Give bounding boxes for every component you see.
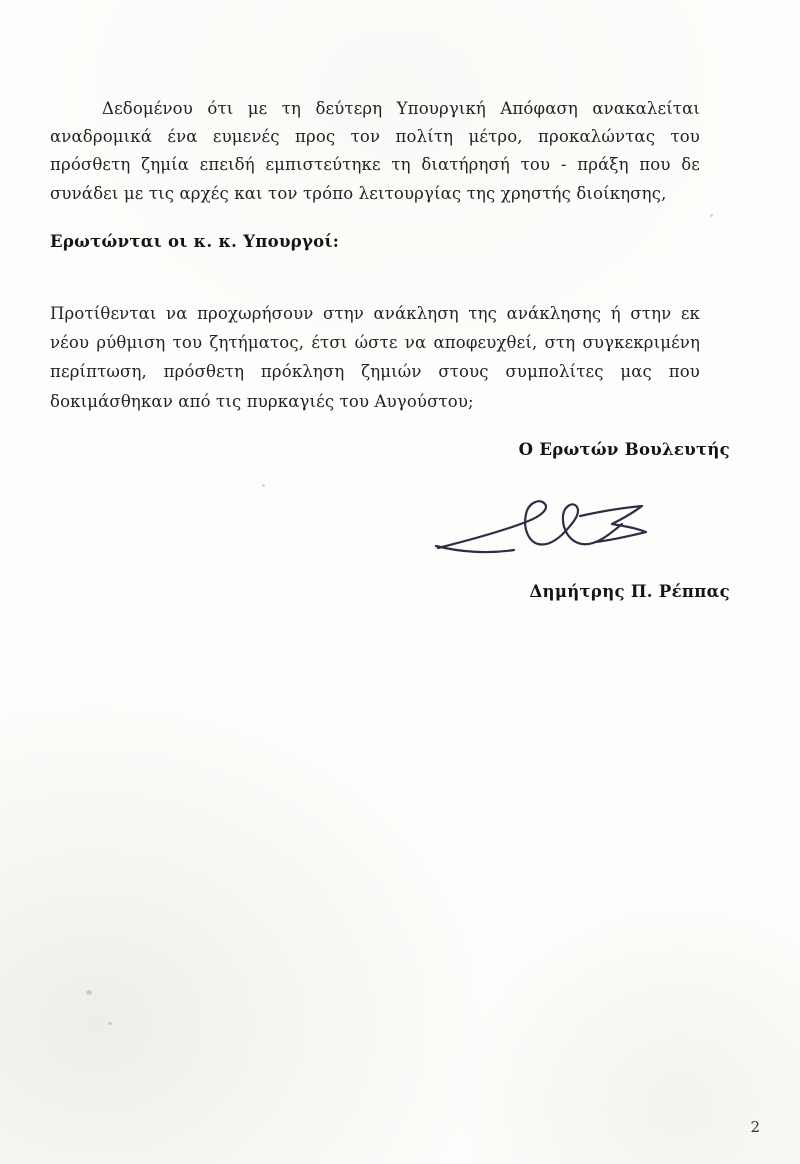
paper-speck bbox=[262, 484, 265, 487]
section-heading: Ερωτώνται οι κ. κ. Υπουργοί: bbox=[50, 232, 340, 251]
handwritten-signature-icon bbox=[430, 486, 670, 576]
paragraph-intro: Δεδομένου ότι με τη δεύτερη Υπουργική Απόφαση ανακαλείται αναδρομικά ένα ευμενές προς τον πολίτη μέτρο, προκαλώντας του πρόσθετη ζημία επειδή εμπιστεύτηκε τη διατήρησή του - πράξη που δε συνάδει με τις αρχές και τον τρόπο λειτουργίας της χρηστής διοίκησης, bbox=[50, 98, 700, 203]
paragraph-question: Προτίθενται να προχωρήσουν στην ανάκληση της ανάκλησης ή στην εκ νέου ρύθμιση του ζητήματος, έτσι ώστε να αποφευχθεί, στη συγκεκριμένη περίπτωση, πρόσθετη πρόκληση ζημιών στους συμπολίτες μας που δοκιμάσθηκαν από τις πυρκαγιές του Αυγούστου; bbox=[50, 303, 700, 411]
page-number: 2 bbox=[750, 1118, 760, 1136]
signer-name: Δημήτρης Π. Ρέππας bbox=[529, 582, 730, 601]
signer-title: Ο Ερωτών Βουλευτής bbox=[518, 440, 730, 459]
paper-speck bbox=[86, 990, 92, 995]
paper-speck bbox=[108, 1022, 112, 1025]
paper-speck bbox=[710, 214, 713, 217]
document-body bbox=[40, 0, 760, 1164]
